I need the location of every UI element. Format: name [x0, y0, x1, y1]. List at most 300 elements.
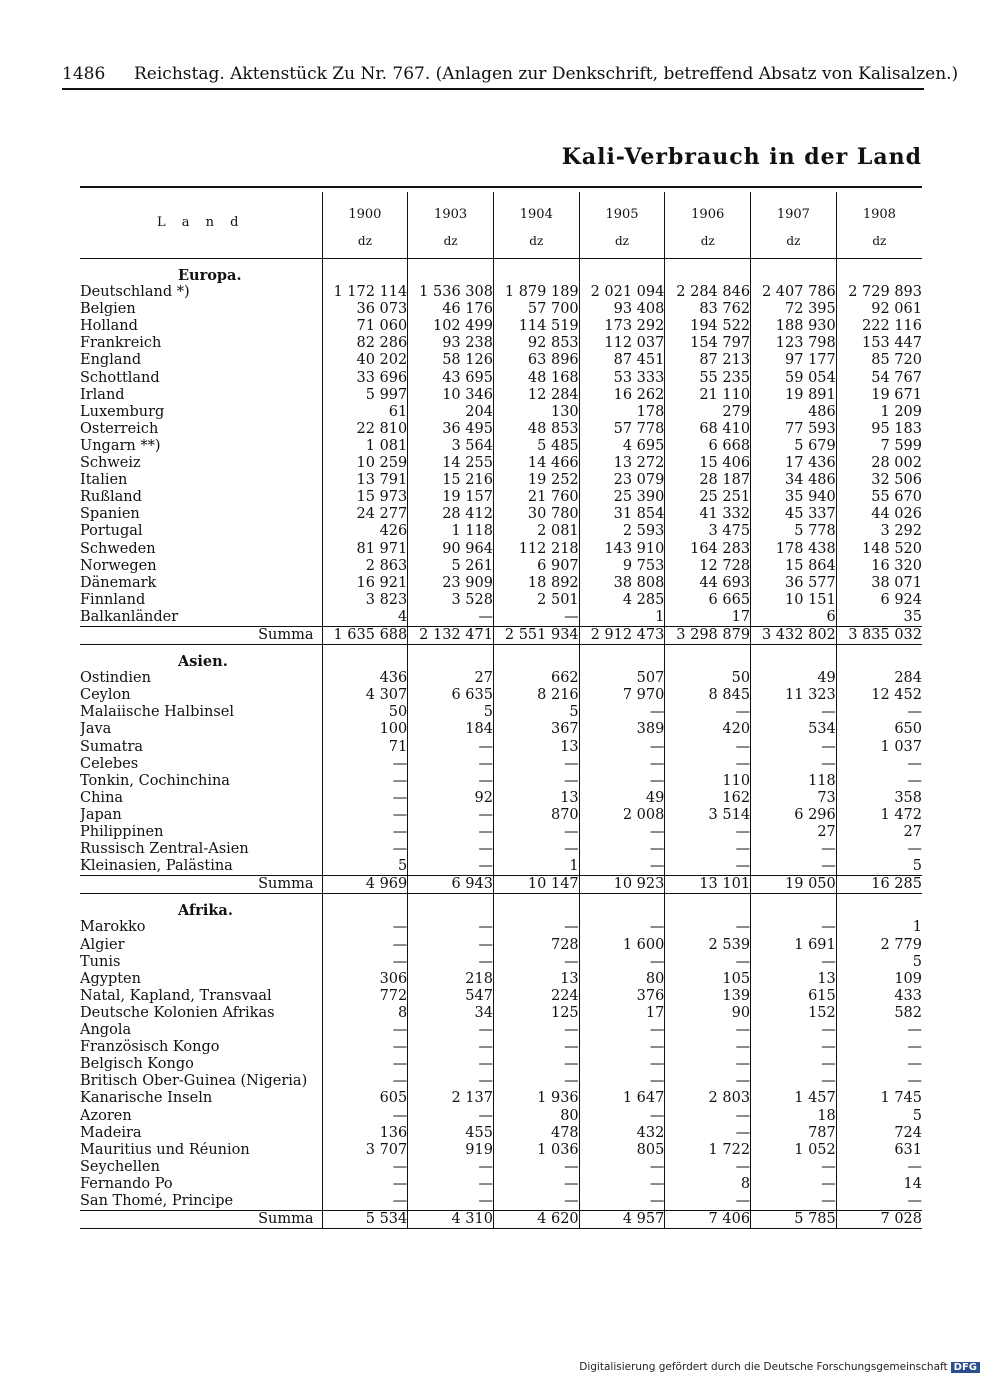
- country-name: England: [80, 352, 142, 369]
- value-cell: —: [322, 1073, 408, 1090]
- value-cell: 2 008: [579, 807, 665, 824]
- value-cell: 21 110: [665, 387, 751, 404]
- value-cell: —: [408, 1022, 494, 1039]
- value-cell: 27: [836, 824, 922, 841]
- country-name: Deutschland *): [80, 284, 190, 301]
- value-cell: 1 118: [408, 523, 494, 540]
- empty-cell: [322, 267, 408, 284]
- value-cell: —: [751, 858, 837, 876]
- table-row: [80, 335, 922, 352]
- table-row: [80, 404, 922, 421]
- value-cell: 123 798: [751, 335, 837, 352]
- table-top-rule: [80, 186, 922, 188]
- value-cell: 114 519: [493, 318, 579, 335]
- value-cell: 53 333: [579, 370, 665, 387]
- value-cell: —: [665, 704, 751, 721]
- value-cell: 82 286: [322, 335, 408, 352]
- summa-value: 3 432 802: [751, 626, 837, 644]
- spacer-cell: [665, 259, 751, 268]
- value-cell: 306: [322, 971, 408, 988]
- table-row: [80, 1176, 922, 1193]
- table-row: [80, 609, 922, 627]
- value-cell: 44 693: [665, 575, 751, 592]
- value-cell: 1: [579, 609, 665, 627]
- value-cell: 9 753: [579, 558, 665, 575]
- value-cell: 130: [493, 404, 579, 421]
- column-header-1904: 1904 dz: [493, 192, 579, 259]
- country-name: Ägypten: [80, 970, 141, 987]
- table-row: [80, 841, 922, 858]
- value-cell: 24 277: [322, 506, 408, 523]
- column-header-land: L a n d: [80, 192, 322, 259]
- summa-value: 7 406: [665, 1211, 751, 1229]
- value-cell: 61: [322, 404, 408, 421]
- value-cell: 12 284: [493, 387, 579, 404]
- table-row: [80, 1090, 922, 1107]
- summa-label: Summa: [80, 1211, 322, 1229]
- value-cell: —: [836, 1159, 922, 1176]
- country-name: Sumatra: [80, 738, 144, 755]
- column-header-1905: 1905 dz: [579, 192, 665, 259]
- spacer-cell: [751, 259, 837, 268]
- value-cell: 662: [493, 670, 579, 687]
- footer-credit: [579, 1361, 980, 1373]
- country-name: Algier: [80, 936, 125, 953]
- value-cell: 87 451: [579, 352, 665, 369]
- value-cell: —: [665, 739, 751, 756]
- value-cell: 19 671: [836, 387, 922, 404]
- summa-row: [80, 626, 922, 644]
- value-cell: 534: [751, 721, 837, 738]
- value-cell: 2 539: [665, 937, 751, 954]
- value-cell: 650: [836, 721, 922, 738]
- summa-value: 13 101: [665, 876, 751, 894]
- value-cell: 95 183: [836, 421, 922, 438]
- value-cell: —: [408, 937, 494, 954]
- value-cell: —: [579, 1073, 665, 1090]
- value-cell: 5 485: [493, 438, 579, 455]
- footer-text: Digitalisierung gefördert durch die Deutsche Forschungsgemeinschaft: [579, 1361, 948, 1373]
- spacer-cell: [322, 259, 408, 268]
- value-cell: 14: [836, 1176, 922, 1193]
- value-cell: 6 635: [408, 687, 494, 704]
- country-name: Holland: [80, 318, 138, 335]
- value-cell: —: [322, 1176, 408, 1193]
- value-cell: 12 728: [665, 558, 751, 575]
- value-cell: —: [579, 739, 665, 756]
- value-cell: —: [408, 1108, 494, 1125]
- value-cell: 11 323: [751, 687, 837, 704]
- value-cell: —: [322, 937, 408, 954]
- value-cell: —: [322, 756, 408, 773]
- value-cell: —: [408, 807, 494, 824]
- summa-label: Summa: [80, 876, 322, 894]
- table-row: [80, 1193, 922, 1211]
- value-cell: 15 973: [322, 489, 408, 506]
- value-cell: 125: [493, 1005, 579, 1022]
- value-cell: 28 187: [665, 472, 751, 489]
- table-row: [80, 937, 922, 954]
- value-cell: 1 879 189: [493, 284, 579, 301]
- value-cell: 772: [322, 988, 408, 1005]
- value-cell: 118: [751, 773, 837, 790]
- value-cell: —: [751, 704, 837, 721]
- value-cell: —: [579, 858, 665, 876]
- value-cell: 1 691: [751, 937, 837, 954]
- value-cell: 59 054: [751, 370, 837, 387]
- value-cell: 12 452: [836, 687, 922, 704]
- country-name: Ungarn **): [80, 437, 161, 454]
- value-cell: 7 970: [579, 687, 665, 704]
- spacer-cell: [408, 645, 494, 654]
- value-cell: —: [836, 1022, 922, 1039]
- value-cell: —: [751, 1193, 837, 1211]
- value-cell: 34 486: [751, 472, 837, 489]
- column-header-1907: 1907 dz: [751, 192, 837, 259]
- value-cell: 13 272: [579, 455, 665, 472]
- table-row: [80, 824, 922, 841]
- value-cell: 4 695: [579, 438, 665, 455]
- table-row: [80, 370, 922, 387]
- value-cell: —: [322, 919, 408, 936]
- table-row: [80, 988, 922, 1005]
- spacer-cell: [493, 259, 579, 268]
- value-cell: 178 438: [751, 541, 837, 558]
- spacer-cell: [80, 259, 322, 268]
- summa-value: 2 551 934: [493, 626, 579, 644]
- value-cell: 73: [751, 790, 837, 807]
- country-name: Tonkin, Cochinchina: [80, 772, 230, 789]
- value-cell: 164 283: [665, 541, 751, 558]
- country-name: Marokko: [80, 919, 146, 936]
- value-cell: 2 593: [579, 523, 665, 540]
- value-cell: —: [836, 841, 922, 858]
- value-cell: 486: [751, 404, 837, 421]
- value-cell: 21 760: [493, 489, 579, 506]
- spacer-cell: [80, 894, 322, 903]
- spacer-row: [80, 259, 922, 268]
- value-cell: —: [408, 954, 494, 971]
- value-cell: 15 216: [408, 472, 494, 489]
- value-cell: —: [493, 756, 579, 773]
- value-cell: —: [408, 858, 494, 876]
- value-cell: 1: [493, 858, 579, 876]
- value-cell: 14 255: [408, 455, 494, 472]
- value-cell: —: [579, 841, 665, 858]
- table-row: [80, 1159, 922, 1176]
- spacer-row: [80, 645, 922, 654]
- value-cell: 30 780: [493, 506, 579, 523]
- value-cell: 58 126: [408, 352, 494, 369]
- value-cell: —: [836, 1193, 922, 1211]
- value-cell: —: [579, 1022, 665, 1039]
- summa-value: 3 835 032: [836, 626, 922, 644]
- value-cell: 478: [493, 1125, 579, 1142]
- consumption-table: [80, 192, 922, 1229]
- value-cell: 605: [322, 1090, 408, 1107]
- country-name: Japan: [80, 806, 122, 823]
- value-cell: 41 332: [665, 506, 751, 523]
- value-cell: —: [408, 773, 494, 790]
- value-cell: 43 695: [408, 370, 494, 387]
- value-cell: —: [493, 1193, 579, 1211]
- value-cell: 31 854: [579, 506, 665, 523]
- value-cell: —: [408, 609, 494, 627]
- value-cell: 48 168: [493, 370, 579, 387]
- value-cell: 110: [665, 773, 751, 790]
- value-cell: 728: [493, 937, 579, 954]
- value-cell: —: [408, 919, 494, 936]
- country-name: Spanien: [80, 506, 140, 523]
- value-cell: —: [322, 1022, 408, 1039]
- value-cell: 55 670: [836, 489, 922, 506]
- value-cell: 724: [836, 1125, 922, 1142]
- value-cell: 93 408: [579, 301, 665, 318]
- table-row: [80, 954, 922, 971]
- table-row: [80, 739, 922, 756]
- country-name: Luxemburg: [80, 403, 165, 420]
- table-row: [80, 773, 922, 790]
- value-cell: —: [493, 773, 579, 790]
- empty-cell: [579, 653, 665, 670]
- empty-cell: [408, 653, 494, 670]
- value-cell: —: [579, 1039, 665, 1056]
- value-cell: 32 506: [836, 472, 922, 489]
- value-cell: —: [836, 1073, 922, 1090]
- value-cell: —: [836, 756, 922, 773]
- empty-cell: [751, 267, 837, 284]
- summa-value: 16 285: [836, 876, 922, 894]
- value-cell: —: [408, 841, 494, 858]
- value-cell: —: [751, 919, 837, 936]
- value-cell: 57 778: [579, 421, 665, 438]
- country-name: Deutsche Kolonien Afrikas: [80, 1004, 275, 1021]
- value-cell: 631: [836, 1142, 922, 1159]
- value-cell: —: [493, 954, 579, 971]
- value-cell: 23 079: [579, 472, 665, 489]
- table-row: [80, 489, 922, 506]
- value-cell: 13 791: [322, 472, 408, 489]
- value-cell: —: [836, 704, 922, 721]
- value-cell: 5 778: [751, 523, 837, 540]
- value-cell: 507: [579, 670, 665, 687]
- value-cell: —: [751, 739, 837, 756]
- value-cell: 148 520: [836, 541, 922, 558]
- value-cell: 436: [322, 670, 408, 687]
- country-name: Kleinasien, Palästina: [80, 858, 233, 875]
- empty-cell: [836, 902, 922, 919]
- country-name: Schottland: [80, 369, 160, 386]
- value-cell: 154 797: [665, 335, 751, 352]
- value-cell: 1 052: [751, 1142, 837, 1159]
- country-name: Malaiische Halbinsel: [80, 704, 234, 721]
- value-cell: 68 410: [665, 421, 751, 438]
- country-name: Celebes: [80, 755, 139, 772]
- value-cell: 376: [579, 988, 665, 1005]
- value-cell: —: [665, 858, 751, 876]
- value-cell: 3 564: [408, 438, 494, 455]
- spacer-cell: [493, 645, 579, 654]
- value-cell: 2 729 893: [836, 284, 922, 301]
- spacer-cell: [836, 645, 922, 654]
- value-cell: 13: [493, 739, 579, 756]
- table-row: [80, 541, 922, 558]
- table-row: [80, 919, 922, 936]
- value-cell: —: [408, 1176, 494, 1193]
- value-cell: —: [751, 756, 837, 773]
- value-cell: 48 853: [493, 421, 579, 438]
- value-cell: —: [751, 841, 837, 858]
- value-cell: 93 238: [408, 335, 494, 352]
- value-cell: 1 472: [836, 807, 922, 824]
- value-cell: 49: [579, 790, 665, 807]
- value-cell: 1 936: [493, 1090, 579, 1107]
- value-cell: 6: [751, 609, 837, 627]
- table-row: [80, 1039, 922, 1056]
- value-cell: 4 307: [322, 687, 408, 704]
- spacer-row: [80, 894, 922, 903]
- header-rule: [62, 88, 924, 90]
- value-cell: —: [322, 773, 408, 790]
- value-cell: 6 924: [836, 592, 922, 609]
- region-heading-row: [80, 902, 922, 919]
- value-cell: 153 447: [836, 335, 922, 352]
- value-cell: —: [751, 1039, 837, 1056]
- empty-cell: [665, 653, 751, 670]
- value-cell: 188 930: [751, 318, 837, 335]
- value-cell: 83 762: [665, 301, 751, 318]
- spacer-cell: [751, 894, 837, 903]
- value-cell: 23 909: [408, 575, 494, 592]
- value-cell: 218: [408, 971, 494, 988]
- summa-value: 1 635 688: [322, 626, 408, 644]
- value-cell: —: [322, 1159, 408, 1176]
- spacer-cell: [665, 894, 751, 903]
- country-name: Tunis: [80, 953, 121, 970]
- value-cell: —: [665, 1073, 751, 1090]
- value-cell: —: [579, 1056, 665, 1073]
- country-name: Rußland: [80, 489, 142, 506]
- empty-cell: [836, 653, 922, 670]
- value-cell: 35 940: [751, 489, 837, 506]
- value-cell: —: [493, 919, 579, 936]
- value-cell: 13: [493, 790, 579, 807]
- value-cell: —: [493, 824, 579, 841]
- value-cell: —: [493, 1176, 579, 1193]
- value-cell: —: [836, 1056, 922, 1073]
- value-cell: 27: [751, 824, 837, 841]
- value-cell: —: [665, 1022, 751, 1039]
- value-cell: 38 808: [579, 575, 665, 592]
- value-cell: —: [322, 1193, 408, 1211]
- value-cell: 19 252: [493, 472, 579, 489]
- value-cell: —: [579, 773, 665, 790]
- country-name: Finnland: [80, 591, 146, 608]
- value-cell: 1 209: [836, 404, 922, 421]
- value-cell: —: [579, 1193, 665, 1211]
- value-cell: 1 722: [665, 1142, 751, 1159]
- value-cell: 1 036: [493, 1142, 579, 1159]
- value-cell: —: [579, 1176, 665, 1193]
- value-cell: 420: [665, 721, 751, 738]
- value-cell: 17: [665, 609, 751, 627]
- country-name: Mauritius und Réunion: [80, 1141, 250, 1158]
- value-cell: 5 261: [408, 558, 494, 575]
- table-row: [80, 1142, 922, 1159]
- value-cell: 2 501: [493, 592, 579, 609]
- value-cell: —: [493, 609, 579, 627]
- value-cell: 1 457: [751, 1090, 837, 1107]
- value-cell: 28 002: [836, 455, 922, 472]
- dfg-logo: DFG: [951, 1362, 980, 1373]
- value-cell: 28 412: [408, 506, 494, 523]
- value-cell: 22 810: [322, 421, 408, 438]
- value-cell: 5: [836, 1108, 922, 1125]
- value-cell: —: [493, 1159, 579, 1176]
- column-header-1906: 1906 dz: [665, 192, 751, 259]
- empty-cell: [322, 902, 408, 919]
- value-cell: 367: [493, 721, 579, 738]
- value-cell: —: [493, 1056, 579, 1073]
- table-row: [80, 523, 922, 540]
- summa-value: 2 132 471: [408, 626, 494, 644]
- value-cell: 25 390: [579, 489, 665, 506]
- value-cell: 105: [665, 971, 751, 988]
- value-cell: 2 021 094: [579, 284, 665, 301]
- value-cell: 25 251: [665, 489, 751, 506]
- value-cell: 204: [408, 404, 494, 421]
- country-name: Portugal: [80, 523, 143, 540]
- value-cell: —: [665, 824, 751, 841]
- table-row: [80, 687, 922, 704]
- value-cell: 284: [836, 670, 922, 687]
- value-cell: 17 436: [751, 455, 837, 472]
- value-cell: 194 522: [665, 318, 751, 335]
- value-cell: 18: [751, 1108, 837, 1125]
- country-name: Philippinen: [80, 824, 164, 840]
- table-row: [80, 807, 922, 824]
- value-cell: —: [322, 954, 408, 971]
- value-cell: —: [408, 756, 494, 773]
- value-cell: 80: [493, 1108, 579, 1125]
- page-number: 1486: [62, 64, 106, 84]
- spacer-cell: [751, 645, 837, 654]
- country-name: Natal, Kapland, Transvaal: [80, 987, 272, 1004]
- value-cell: 426: [322, 523, 408, 540]
- value-cell: 92 061: [836, 301, 922, 318]
- value-cell: 19 891: [751, 387, 837, 404]
- value-cell: 2 863: [322, 558, 408, 575]
- value-cell: 63 896: [493, 352, 579, 369]
- value-cell: 8: [322, 1005, 408, 1022]
- value-cell: 16 262: [579, 387, 665, 404]
- value-cell: 582: [836, 1005, 922, 1022]
- value-cell: 3 823: [322, 592, 408, 609]
- value-cell: 100: [322, 721, 408, 738]
- value-cell: 27: [408, 670, 494, 687]
- value-cell: 139: [665, 988, 751, 1005]
- table-row: [80, 670, 922, 687]
- summa-value: 3 298 879: [665, 626, 751, 644]
- value-cell: 92 853: [493, 335, 579, 352]
- empty-cell: [751, 902, 837, 919]
- value-cell: 5: [493, 704, 579, 721]
- value-cell: 16 921: [322, 575, 408, 592]
- value-cell: 45 337: [751, 506, 837, 523]
- value-cell: —: [322, 1039, 408, 1056]
- value-cell: —: [322, 790, 408, 807]
- value-cell: 10 151: [751, 592, 837, 609]
